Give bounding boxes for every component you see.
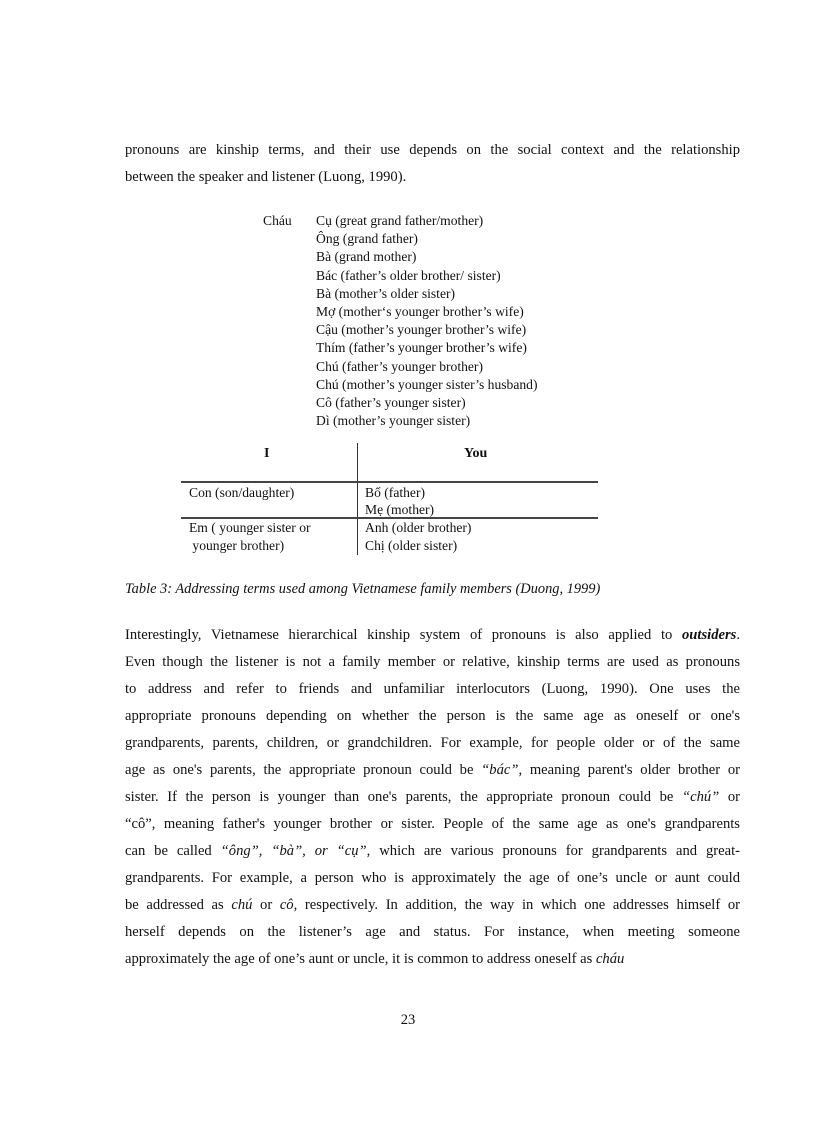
kinship-item: Mợ (mother‘s younger brother’s wife) [316,303,524,319]
kinship-item: Cô (father’s younger sister) [316,394,466,410]
table-cell-you: Bố (father) [365,485,426,500]
italic-term: “bác” [481,762,519,778]
addressing-terms-table [181,443,598,556]
table-cell-you: Chị (older sister) [365,538,458,553]
table-cell-i: younger brother) [189,538,285,553]
table-cell-i: Con (son/daughter) [189,485,295,500]
kinship-item: Cậu (mother’s younger brother’s wife) [316,322,527,338]
table-cell-you: Mẹ (mother) [365,502,435,517]
text-line: approximately the age of one’s aunt or uncle, it is common to address oneself as cháu [125,951,625,967]
text-line: to address and refer to friends and unfamiliar interlocutors (Luong, 1990). One uses the [125,681,740,697]
kinship-item: Bà (mother’s older sister) [316,285,456,301]
table-cell-you: Anh (older brother) [365,520,472,535]
text-line: be addressed as chú or cô, respectively. In addition, the way in which one addresses himself or [125,897,741,913]
italic-term: “ông”, “bà”, or “cụ” [220,843,367,859]
kinship-item: Bà (grand mother) [316,249,417,265]
kinship-item: Thím (father’s younger brother’s wife) [316,340,527,356]
kinship-item: Dì (mother’s younger sister) [316,413,471,429]
text-line: Even though the listener is not a family member or relative, kinship terms are used as pronouns [125,654,740,670]
column-divider [357,443,358,555]
table-caption: Table 3: Addressing terms used among Vietnamese family members (Duong, 1999) [125,581,601,597]
text-line: appropriate pronouns depending on whether the person is the same age as oneself or one's [125,708,740,724]
text-line: between the speaker and listener (Luong, 1990). [125,169,407,185]
page-number: 23 [400,1012,416,1028]
header-rule [181,481,598,483]
italic-term: cháu [595,951,625,967]
column-header-i: I [264,446,270,461]
kinship-item: Ông (grand father) [316,231,418,247]
table-cell-i: Em ( younger sister or [189,520,311,535]
intro-paragraph [125,137,740,191]
text-line: age as one's parents, the appropriate pronoun could be “bác”, meaning parent's older brother or [125,762,741,778]
main-paragraph [125,622,740,973]
column-header-you: You [464,446,488,461]
italic-term: chú [231,897,253,913]
kinship-item: Bác (father’s older brother/ sister) [316,267,501,283]
kinship-item: Chú (mother’s younger sister’s husband) [316,376,538,392]
text-line: herself depends on the listener’s age and status. For instance, when meeting someone [125,924,740,940]
kinship-list-items [316,212,538,430]
italic-term: “chú” [681,789,720,805]
kinship-list-label: Cháu [263,213,292,228]
italic-term: cô [279,897,294,913]
text-line: Interestingly, Vietnamese hierarchical kinship system of pronouns is also applied to outsiders. [125,627,740,643]
kinship-item: Chú (father’s younger brother) [316,358,483,374]
text-line: “cô”, meaning father's younger brother or sister. People of the same age as one's grandparents [125,816,740,832]
text-line: grandparents, parents, children, or grandchildren. For example, for people older or of the same [125,735,740,751]
emphasis: outsiders [682,627,737,643]
kinship-item: Cụ (great grand father/mother) [316,213,484,228]
text-line: can be called “ông”, “bà”, or “cụ”, which are various pronouns for grandparents and great- [125,843,740,859]
text-line: sister. If the person is younger than one's parents, the appropriate pronoun could be “chú” or [125,789,741,805]
text-line: grandparents. For example, a person who is approximately the age of one’s uncle or aunt could [125,870,740,886]
text-line: pronouns are kinship terms, and their use depends on the social context and the relationship [125,142,740,158]
